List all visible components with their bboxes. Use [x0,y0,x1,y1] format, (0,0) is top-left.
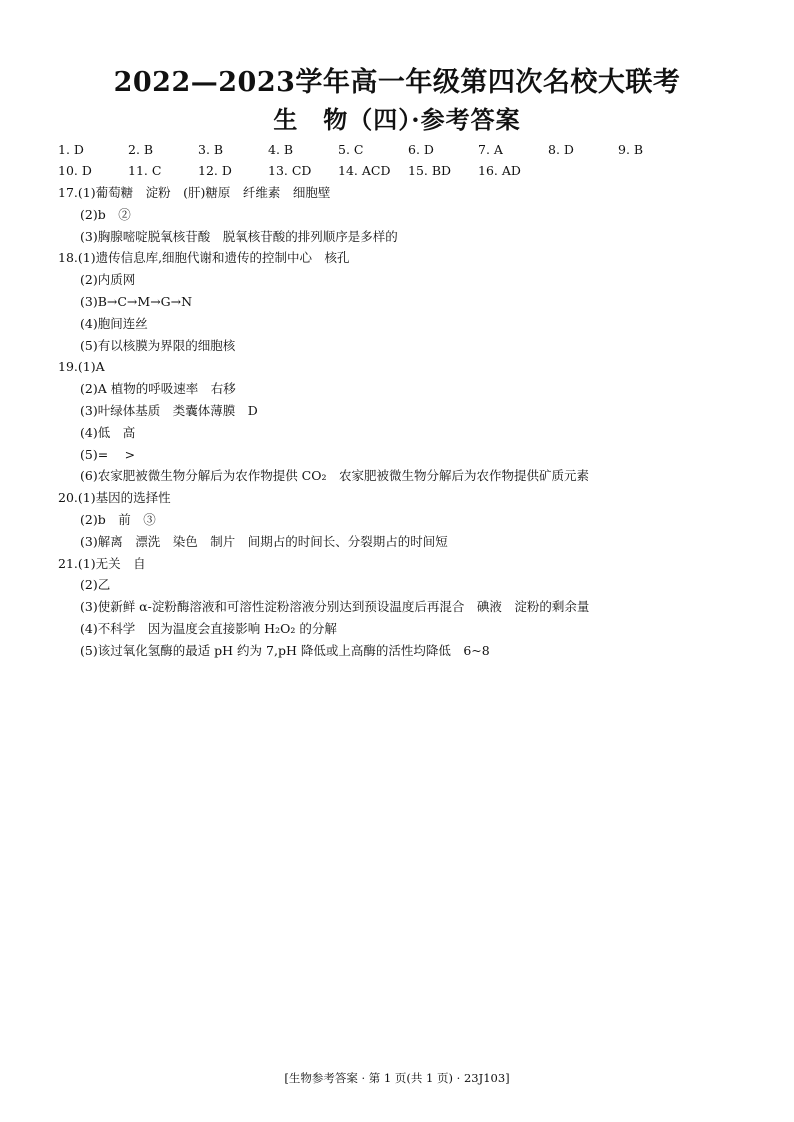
mc-answer: 5. C [338,142,364,157]
answer-line: 20.(1)基因的选择性 [58,490,171,506]
mc-answer: 12. D [198,163,232,178]
answer-line: (4)不科学 因为温度会直接影响 H₂O₂ 的分解 [80,620,337,636]
question-19 [58,356,748,487]
mc-answer: 11. C [128,163,162,178]
answer-line: 17.(1)葡萄糖 淀粉 (肝)糖原 纤维素 细胞壁 [58,185,331,200]
answer-line: (5)= > [80,446,136,462]
mc-answer: 2. B [128,142,154,157]
answer-list [58,182,748,662]
mc-answer: 13. CD [268,163,312,178]
answer-line: (2)内质网 [80,272,136,288]
question-21 [58,553,748,662]
answer-line: (5)有以核膜为界限的细胞核 [80,337,236,353]
mc-answer: 7. A [478,142,503,157]
mc-answer: 1. D [58,142,84,157]
page-footer: [生物参考答案 · 第 1 页(共 1 页) · 23J103] [284,1071,510,1085]
mc-answer: 16. AD [478,163,521,178]
answer-line: (4)胞间连丝 [80,315,148,331]
mc-answer: 4. B [268,142,294,157]
answer-line: (3)解离 漂洗 染色 制片 间期占的时间长、分裂期占的时间短 [80,533,448,549]
mc-answer: 3. B [198,142,224,157]
page-title: 2022—2023学年高一年级第四次名校大联考 [113,67,681,98]
mc-answer: 15. BD [408,163,452,178]
mc-answer: 9. B [618,142,644,157]
mc-answer: 8. D [548,142,574,157]
answer-line: (3)B→C→M→G→N [80,293,193,309]
answer-line: (4)低 高 [80,424,136,440]
answer-line: (6)农家肥被微生物分解后为农作物提供 CO₂ 农家肥被微生物分解后为农作物提供矿质元素 [80,468,590,484]
answer-line: (2)A 植物的呼吸速率 右移 [80,381,236,397]
page-subtitle: 生 物（四）·参考答案 [273,105,521,134]
answer-line: (2)b ② [80,206,131,222]
mc-answer: 6. D [408,142,434,157]
answer-line: (3)叶绿体基质 类囊体薄膜 D [80,402,258,418]
mc-answer: 14. ACD [338,163,391,178]
answer-line: 21.(1)无关 自 [58,555,146,571]
answer-line: (2)乙 [80,577,111,593]
answer-line: (3)使新鲜 α-淀粉酶溶液和可溶性淀粉溶液分别达到预设温度后再混合 碘液 淀粉的剩余量 [80,599,590,615]
answer-line: 18.(1)遗传信息库,细胞代谢和遗传的控制中心 核孔 [58,250,350,266]
mc-answer: 10. D [58,163,92,178]
answer-line: (5)该过氧化氢酶的最适 pH 约为 7,pH 降低或上高酶的活性均降低 6~8 [80,642,490,658]
answer-line: (2)b 前 ③ [80,511,156,527]
answer-line: 19.(1)A [58,359,105,375]
question-17 [58,182,748,247]
question-20 [58,487,748,552]
answer-line: (3)胸腺嘧啶脱氧核苷酸 脱氧核苷酸的排列顺序是多样的 [80,228,398,244]
question-18 [58,247,748,356]
